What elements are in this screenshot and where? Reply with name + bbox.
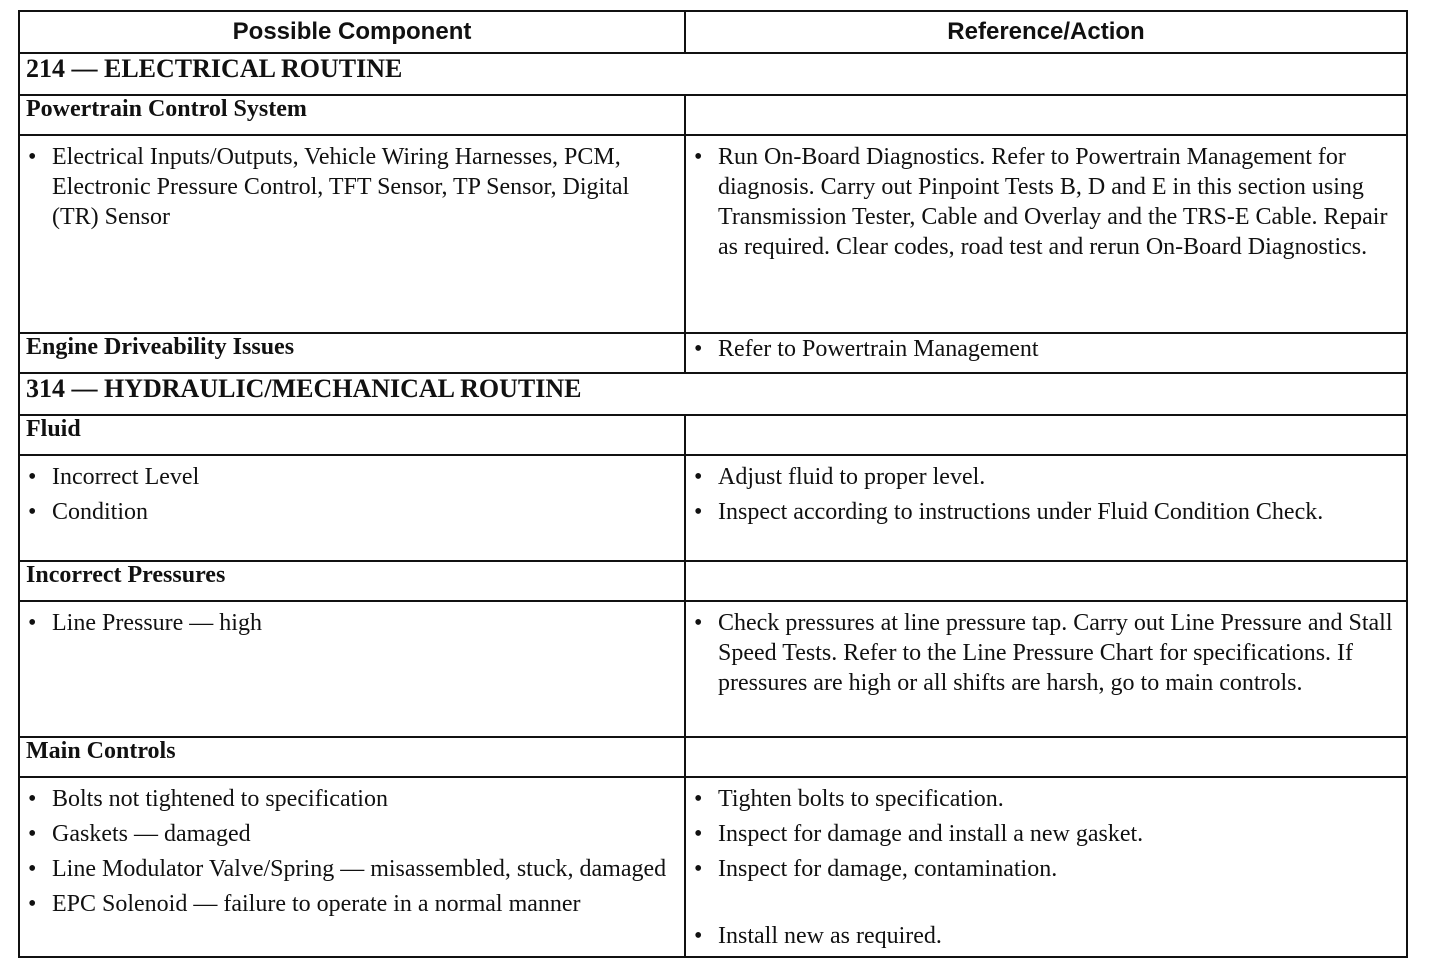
header-reference-action: Reference/Action [685, 11, 1407, 53]
section-title-hydraulic: 314 — HYDRAULIC/MECHANICAL ROUTINE [19, 373, 1407, 415]
section-row [19, 373, 1407, 415]
section-row [19, 53, 1407, 95]
action-cell [685, 601, 1407, 737]
empty-cell [685, 415, 1407, 455]
list-item: • Line Modulator Valve/Spring — misassembled, stuck, damaged [26, 854, 678, 884]
subheading-powertrain-control-system: Powertrain Control System [19, 95, 685, 135]
empty-cell [685, 561, 1407, 601]
component-cell [19, 135, 685, 333]
component-cell [19, 455, 685, 561]
header-possible-component: Possible Component [19, 11, 685, 53]
list-item: • Inspect according to instructions under Fluid Condition Check. [692, 497, 1400, 527]
list-item: • Line Pressure — high [26, 608, 678, 638]
table-row [19, 601, 1407, 737]
spacer [692, 889, 1400, 921]
subheading-incorrect-pressures: Incorrect Pressures [19, 561, 685, 601]
list-item: • Tighten bolts to specification. [692, 784, 1400, 814]
header-row [19, 11, 1407, 53]
subheading-fluid: Fluid [19, 415, 685, 455]
component-cell [19, 601, 685, 737]
action-cell [685, 455, 1407, 561]
table-row [19, 135, 1407, 333]
list-item: • Condition [26, 497, 678, 527]
action-cell [685, 777, 1407, 957]
list-item: • Install new as required. [692, 921, 1400, 951]
list-item: • Adjust fluid to proper level. [692, 462, 1400, 492]
list-item: • EPC Solenoid — failure to operate in a normal manner [26, 889, 678, 919]
subheading-row [19, 415, 1407, 455]
subheading-row [19, 561, 1407, 601]
list-item: • Bolts not tightened to specification [26, 784, 678, 814]
table-row [19, 333, 1407, 373]
list-item: • Inspect for damage, contamination. [692, 854, 1400, 884]
list-item: • Electrical Inputs/Outputs, Vehicle Wiring Harnesses, PCM, Electronic Pressure Control, TFT Sensor, TP Sensor, Digital (TR) Sensor [26, 142, 678, 232]
empty-cell [685, 95, 1407, 135]
section-title-electrical: 214 — ELECTRICAL ROUTINE [19, 53, 1407, 95]
subheading-row [19, 95, 1407, 135]
subheading-engine-driveability: Engine Driveability Issues [19, 333, 685, 373]
table-row [19, 777, 1407, 957]
list-item: • Incorrect Level [26, 462, 678, 492]
action-cell [685, 135, 1407, 333]
list-item: • Refer to Powertrain Management [692, 334, 1400, 364]
list-item: • Inspect for damage and install a new gasket. [692, 819, 1400, 849]
diagnosis-table [18, 10, 1408, 958]
component-cell [19, 777, 685, 957]
list-item: • Gaskets — damaged [26, 819, 678, 849]
subheading-row [19, 737, 1407, 777]
table-row [19, 455, 1407, 561]
empty-cell [685, 737, 1407, 777]
list-item: • Run On-Board Diagnostics. Refer to Powertrain Management for diagnosis. Carry out Pinpoint Tests B, D and E in this section using Transmission Tester, Cable and Overlay and the TRS-E Cable. Repair as required. Clear codes, road test and rerun On-Board Diagnostics. [692, 142, 1400, 262]
list-item: • Check pressures at line pressure tap. Carry out Line Pressure and Stall Speed Tests. Refer to the Line Pressure Chart for specifications. If pressures are high or all shifts are harsh, go to main controls. [692, 608, 1400, 698]
action-cell [685, 333, 1407, 373]
subheading-main-controls: Main Controls [19, 737, 685, 777]
